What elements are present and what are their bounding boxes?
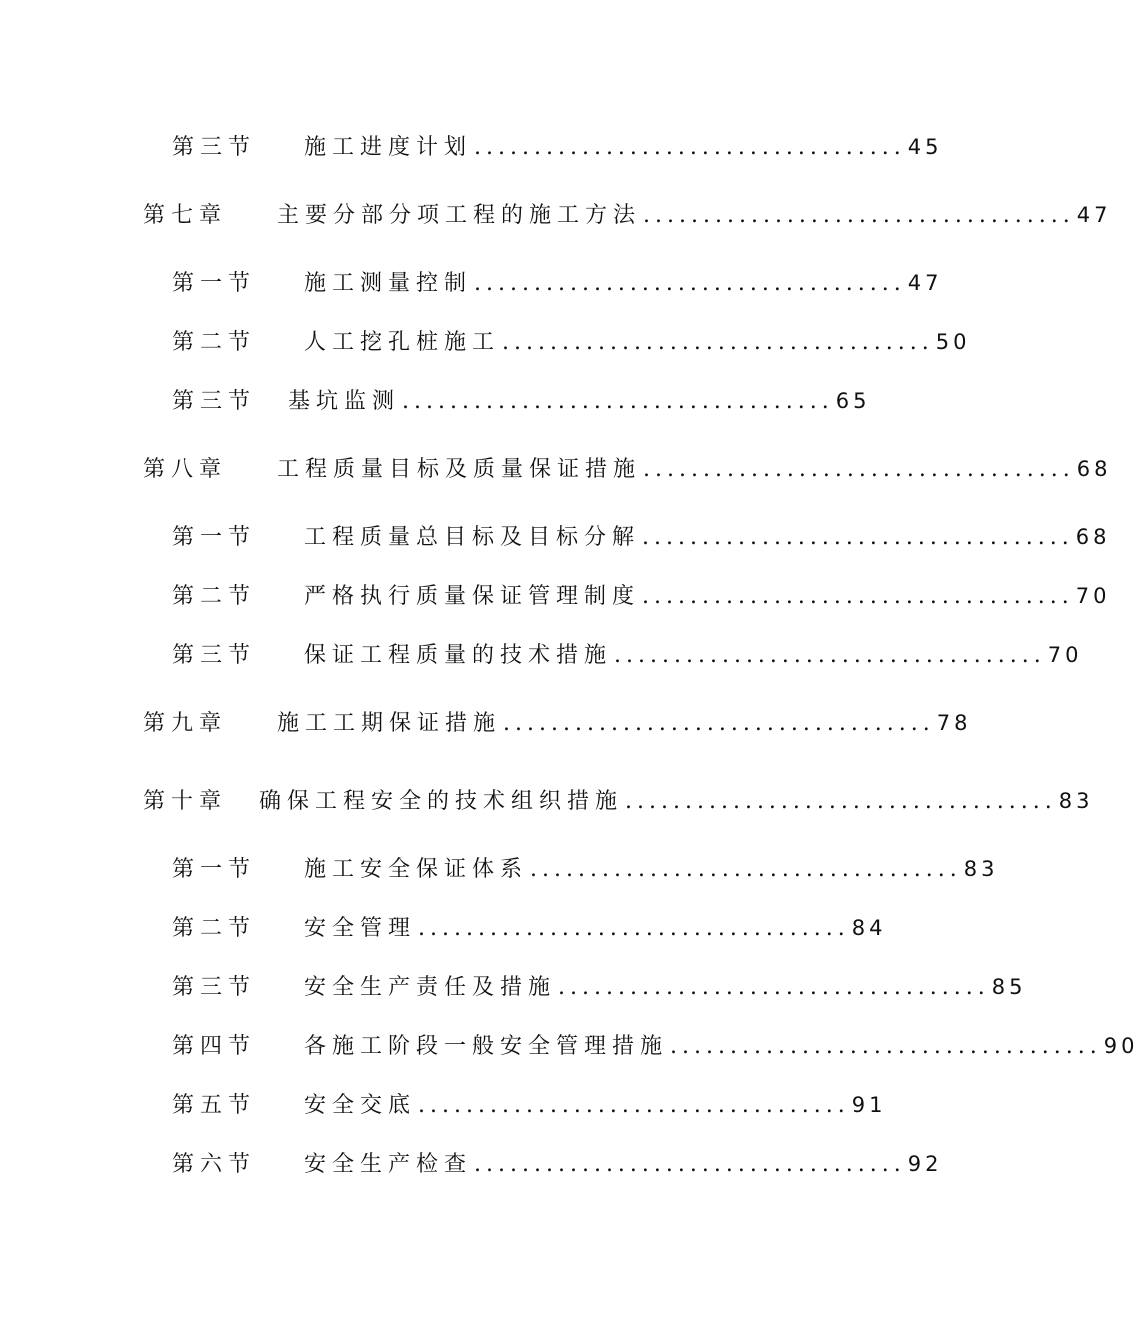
toc-label: 第一节 [172,525,257,550]
toc-label: 第四节 [172,1034,257,1059]
toc-label: 第二节 [172,916,257,941]
toc-leader: .................................... [643,457,1075,482]
toc-page-number: 65 [835,389,871,413]
toc-title: 工程质量总目标及目标分解 [304,525,641,550]
toc-leader: .................................... [530,857,962,882]
toc-leader: .................................... [418,1093,850,1118]
toc-label: 第八章 [143,457,228,482]
toc-label: 第一节 [172,857,257,882]
toc-entry-section[interactable] [172,266,943,297]
toc-leader: .................................... [502,330,934,355]
toc-label: 第三节 [172,975,257,1000]
toc-leader: .................................... [625,789,1057,814]
toc-title: 主要分部分项工程的施工方法 [277,203,642,228]
toc-label: 第六节 [172,1152,257,1177]
toc-leader: .................................... [670,1034,1102,1059]
toc-leader: .................................... [642,525,1074,550]
toc-page-number: 85 [991,975,1027,999]
toc-page-number: 91 [851,1093,887,1117]
toc-label: 第七章 [143,203,228,228]
toc-entry-section[interactable] [172,1088,887,1119]
toc-entry-section[interactable] [172,1147,943,1178]
toc-page-number: 70 [1075,584,1111,608]
toc-title: 保证工程质量的技术措施 [304,643,613,668]
toc-label: 第一节 [172,271,257,296]
toc-page-number: 47 [1076,203,1112,227]
toc-entry-chapter[interactable] [143,706,972,737]
toc-title: 确保工程安全的技术组织措施 [259,789,624,814]
toc-page-number: 50 [935,330,971,354]
toc-title: 施工测量控制 [304,271,473,296]
toc-page-number: 70 [1047,643,1083,667]
toc-label: 第三节 [172,135,257,160]
toc-entry-section[interactable] [172,579,1111,610]
toc-title: 工程质量目标及质量保证措施 [277,457,642,482]
toc-entry-section[interactable] [172,970,1027,1001]
toc-page-number: 78 [936,711,972,735]
toc-entry-section[interactable] [172,130,943,161]
toc-page-number: 92 [907,1152,943,1176]
toc-title: 安全交底 [304,1093,417,1118]
toc-leader: .................................... [643,203,1075,228]
toc-label: 第五节 [172,1093,257,1118]
toc-entry-chapter[interactable] [143,784,1094,815]
toc-leader: .................................... [642,584,1074,609]
toc-label: 第九章 [143,711,228,736]
toc-page-number: 83 [1058,789,1094,813]
toc-entry-section[interactable] [172,384,871,415]
toc-title: 安全生产责任及措施 [304,975,557,1000]
toc-title: 安全生产检查 [304,1152,473,1177]
toc-leader: .................................... [558,975,990,1000]
toc-title: 人工挖孔桩施工 [304,330,501,355]
toc-entry-section[interactable] [172,1029,1139,1060]
toc-entry-chapter[interactable] [143,198,1112,229]
toc-title: 施工工期保证措施 [277,711,502,736]
toc-title: 基坑监测 [288,389,401,414]
toc-page-number: 47 [907,271,943,295]
toc-label: 第二节 [172,584,257,609]
toc-page-number: 84 [851,916,887,940]
toc-title: 施工进度计划 [304,135,473,160]
toc-entry-section[interactable] [172,638,1083,669]
toc-label: 第二节 [172,330,257,355]
toc-label: 第三节 [172,643,257,668]
toc-page-number: 83 [963,857,999,881]
toc-leader: .................................... [418,916,850,941]
toc-leader: .................................... [474,1152,906,1177]
toc-title: 严格执行质量保证管理制度 [304,584,641,609]
toc-entry-section[interactable] [172,325,971,356]
toc-page-number: 68 [1075,525,1111,549]
toc-page-number: 68 [1076,457,1112,481]
toc-leader: .................................... [503,711,935,736]
toc-entry-section[interactable] [172,852,999,883]
toc-page-number: 45 [907,135,943,159]
toc-page-number: 90 [1103,1034,1139,1058]
toc-title: 安全管理 [304,916,417,941]
toc-label: 第三节 [172,389,257,414]
toc-leader: .................................... [474,271,906,296]
toc-leader: .................................... [474,135,906,160]
toc-title: 各施工阶段一般安全管理措施 [304,1034,669,1059]
toc-entry-chapter[interactable] [143,452,1112,483]
toc-leader: .................................... [614,643,1046,668]
toc-entry-section[interactable] [172,520,1111,551]
toc-leader: .................................... [402,389,834,414]
toc-label: 第十章 [143,789,228,814]
toc-title: 施工安全保证体系 [304,857,529,882]
toc-entry-section[interactable] [172,911,887,942]
